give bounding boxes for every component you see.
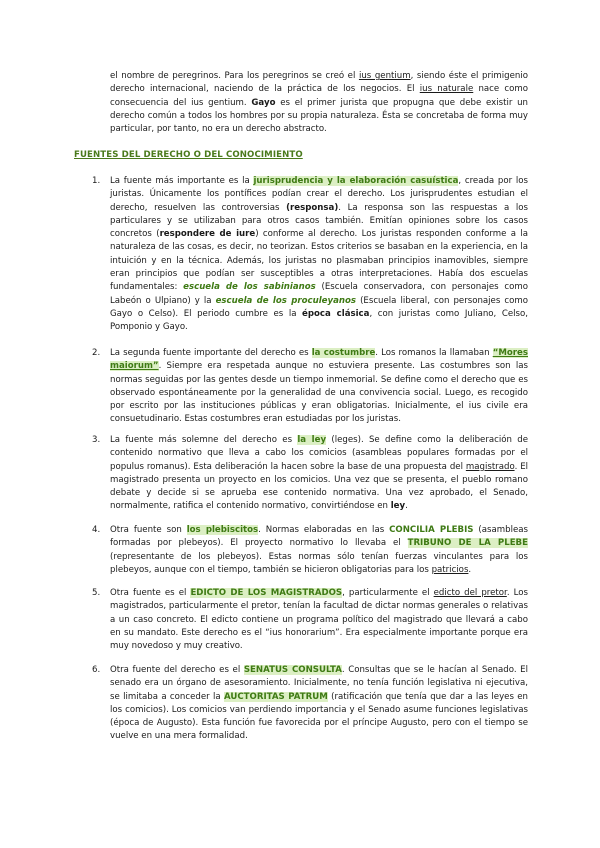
term-ley: ley <box>390 501 406 512</box>
term-respondere-de-iure: respondere de iure <box>159 229 256 240</box>
intro-text: el nombre de peregrinos. Para los peregrinos se creó el <box>110 71 359 81</box>
term-ius-naturale: ius naturale <box>419 84 474 95</box>
section-heading: FUENTES DEL DERECHO O DEL CONOCIMIENTO <box>74 150 303 160</box>
highlight-sabinianos: escuela de los sabinianos <box>183 282 316 293</box>
highlight-plebiscitos: los plebiscitos <box>186 525 259 535</box>
intro-text: nace como consecuencia del ius gentium. <box>110 84 529 108</box>
item-text: La fuente más importante es la jurisprudencia y la elaboración casuística, creada por los juristas. Únicamente los pontífices podían crear el derecho. Los jurisprudentes estudian el derecho, resuelven las controversias (responsa). La responsa son las respuestas a los particulares y se utilizaban para otros casos también. Emitían opiniones sobre los casos concretos (respondere de iure) conforme al derecho. Los juristas responden conforme a la naturaleza de las cosas, es decir, no teorizan. Estos criterios se basaban en la experiencia, en la intuición y en la técnica. Además, los juristas no plasmaban principios inamovibles, siempre eran principios que podían ser susceptibles a otras interpretaciones. Había dos escuelas fundamentales: escuela de los sabinianos (Escuela conservadora, con personajes como Labeón o Ulpiano) y la escuela de los proculeyanos (Escuela liberal, con personajes como Gayo o Celso). El periodo cumbre es la época clásica, con juristas como Juliano, Celso, Pomponio y Gayo. <box>110 176 528 333</box>
item-text: La fuente más solemne del derecho es la ley (leges). Se define como la deliberación de contenido normativo que lleva a cabo los comicios (asambleas populares formadas por el populus romanus). Esta deliberación la hacen sobre la base de una propuesta del magistrado. El magistrado presenta un proyecto en los comicios. Una vez que se presenta, el pueblo romano debate y decide si se aprueba ese contenido normativa. Una vez aprobado, el Senado, normalmente, ratifica el contenido normativo, convirtiéndose en ley. <box>110 435 529 512</box>
list-item-4 <box>92 524 528 577</box>
intro-text: , siendo éste el primigenio derecho internacional, naciendo de la práctica de los negocios. El <box>110 71 528 95</box>
term-responsa: (responsa) <box>286 202 339 213</box>
highlight-edicto-magistrados: EDICTO DE LOS MAGISTRADOS <box>190 588 343 598</box>
item-number: 2. <box>92 348 101 358</box>
list-item-5 <box>92 587 528 653</box>
item-text: Otra fuente del derecho es el SENATUS CONSULTA. Consultas que se le hacían al Senado. El senado era un órgano de asesoramiento. Inicialmente, no tenía función legislativa ni ejecutiva, se limitaba a conceder la AUCTORITAS PATRUM (ratificación que tenía que dar a las leyes en los comicios). Los comicios van perdiendo importancia y el Senado asume funciones legislativas (época de Augusto). Esta función fue favorecida por el príncipe Augusto, pero con el tiempo se vuelve en una mera formalidad. <box>110 665 528 742</box>
list-item-1 <box>92 175 528 335</box>
highlight-jurisprudencia: jurisprudencia y la elaboración casuística <box>253 176 459 186</box>
item-text: Otra fuente son los plebiscitos. Normas elaboradas en las CONCILIA PLEBIS (asambleas formadas por plebeyos). El proyecto normativo lo llevaba el TRIBUNO DE LA PLEBE (representante de los plebeyos). Estas normas sólo tenían fuerzas vinculantes para los plebeyos, aunque con el tiempo, también se hicieron obligatorias para los patricios. <box>110 525 528 575</box>
list-item-6 <box>92 664 528 744</box>
item-text: La segunda fuente importante del derecho es la costumbre. Los romanos la llamaban “Mores maiorum”. Siempre era respetada aunque no estuviera presente. Las costumbres son las normas seguidas por las gentes desde un tiempo inmemorial. Se define como el derecho que es observado espontáneamente por la generalidad de una convivencia social. Luego, es recogido por escrito por las instituciones públicas y eran obligatorias. Inicialmente, el ius civile era consuetudinario. Estas costumbres eran estudiadas por los juristas. <box>110 348 528 425</box>
intro-paragraph <box>110 70 528 136</box>
term-edicto-del-pretor: edicto del pretor <box>433 588 507 598</box>
item-text: Otra fuente es el EDICTO DE LOS MAGISTRADOS, particularmente el edicto del pretor. Los magistrados, particularmente el pretor, tenían la facultad de dictar normas generales o relativas a un caso concreto. El edicto contiene un programa político del magistrado que llevará a cabo en su mandato. Este derecho es el “ius honorarium”. Era especialmente importante porque era muy novedoso y muy creativo. <box>110 588 528 652</box>
item-number: 6. <box>92 665 101 675</box>
item-number: 1. <box>92 176 101 186</box>
highlight-mores-maiorum: “Mores maiorum” <box>110 348 528 372</box>
highlight-costumbre: la costumbre <box>311 348 376 358</box>
highlight-concilia-plebis: CONCILIA PLEBIS <box>389 525 474 535</box>
item-number: 5. <box>92 588 101 598</box>
term-ius-gentium: ius gentium <box>358 71 411 81</box>
highlight-senatus-consulta: SENATUS CONSULTA <box>243 665 342 675</box>
highlight-la-ley: la ley <box>297 435 327 445</box>
list-item-2 <box>92 347 528 427</box>
highlight-tribuno-de-la-plebe: TRIBUNO DE LA PLEBE <box>407 538 528 549</box>
intro-text: es el primer jurista que propugna que debe existir un derecho común a todos los hombres por su propia naturaleza. Ésta se concretaba de forma muy particular, por tanto, no era un derecho abstracto. <box>110 97 529 135</box>
item-number: 4. <box>92 525 101 535</box>
item-number: 3. <box>92 435 101 445</box>
term-epoca-clasica: época clásica <box>302 308 370 319</box>
highlight-proculeyanos: escuela de los proculeyanos <box>215 295 357 306</box>
term-patricios: patricios <box>431 564 469 575</box>
highlight-auctoritas-patrum: AUCTORITAS PATRUM <box>223 691 328 702</box>
list-item-3 <box>92 434 528 514</box>
term-magistrado: magistrado <box>465 461 515 472</box>
term-gayo: Gayo <box>251 97 276 108</box>
